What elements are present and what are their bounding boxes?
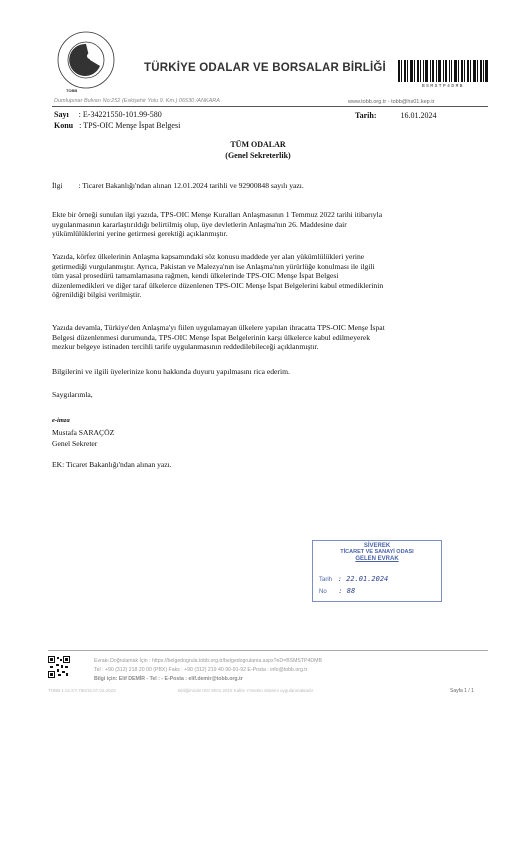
e-signature-mark: e-imza: [52, 417, 70, 424]
signatory-title: Genel Sekreter: [52, 439, 98, 448]
paragraph-4: [52, 367, 488, 377]
footer-contact: Tel : +90 (312) 218 20 00 (PBX) Faks : +90 (312) 219 40 90-91-92 E-Posta : info@tobb.org.tr: [94, 667, 308, 673]
konu-row: [54, 121, 180, 130]
closing-greeting: Saygılarımla,: [52, 390, 93, 399]
stamp-chamber: TİCARET VE SANAYİ ODASI: [340, 549, 414, 555]
barcode: [398, 60, 488, 82]
ilgi-label: İlgi: [52, 181, 63, 190]
ilgi-row: [52, 181, 304, 190]
tarih-row: [355, 111, 437, 120]
stamp-date-value: : 22.01.2024: [337, 575, 389, 583]
paragraph-1: [52, 210, 488, 239]
footer-divider: [48, 650, 488, 651]
paragraph-line: getirmediği vurgulanmıştır. Ayrıca, Pakistan ve Malezya'nın ise Anlaşma'nın yürürlüğe konulması ile ilgili: [52, 261, 375, 271]
ilgi-text: : Ticaret Bakanlığı'ndan alınan 12.01.2024 tarihli ve 92900848 sayılı yazı.: [78, 181, 304, 190]
stamp-no-row: [319, 587, 355, 595]
footer-verify-link[interactable]: Evrakı Doğrulamak İçin : https://belgedogrula.tobb.org.tr/belgedogrulama.aspx?eD=BSMSTP4DMB: [94, 658, 322, 664]
paragraph-line: mezkur belgeye istinaden tercihli tarife uygulanmasının reddedilebileceği açıklanmıştır.: [52, 342, 319, 352]
footer-iso-note: Birliğimizde ISO 9001:2015 Kalite Yönetim Sistemi uygulanmaktadır: [178, 688, 314, 693]
footer-doc-code: TOBB 1.01.KY.790/15.07.02.2023: [48, 688, 116, 693]
paragraph-line: düzenlemedikleri ve diğer taraf ülkelerce düzenlenen TPS-OIC Menşe İspat Belgelerini kabul etmediklerinin: [52, 280, 384, 290]
paragraph-line: uygulanmasının kararlaştırıldığı belirtilmiş olup, üye devletlerin Anlaşma'nın 26. Maddesine dair: [52, 219, 347, 229]
paragraph-line: Belgesi düzenlenmesi durumunda, TPS-OIC Menşe İspat Belgelerinin karşı ülkelerce kabul edilmeyerek: [52, 332, 371, 342]
paragraph-line: Ekte bir örneği sunulan ilgi yazıda, TPS-OIC Menşe Kuralları Anlaşmasının 1 Temmuz 2022 tarihi itibarıyla: [52, 210, 383, 219]
address: Dumlupınar Bulvarı No:252 (Eskişehir Yolu 9. Km.) 06530 /ANKARA: [54, 98, 220, 104]
stamp-no-label: No: [319, 589, 327, 595]
recipient-title: TÜM ODALAR: [230, 140, 286, 149]
paragraph-line: Yazıda, körfez ülkelerinin Anlaşma kapsamındaki söz konusu maddede yer alan yükümlülükleri yerine: [52, 252, 365, 261]
paragraph-line: yükümlülüklerini yerine getirmesi gerektiği açıklanmıştır.: [52, 229, 228, 239]
konu-value: : TPS-OIC Menşe İspat Belgesi: [79, 121, 181, 130]
stamp-city: SİVEREK: [363, 543, 391, 549]
incoming-document-stamp: [312, 540, 442, 602]
sayi-value: : E-34221550-101.99-580: [78, 110, 162, 119]
header-divider: [52, 106, 488, 107]
organization-name: TÜRKİYE ODALAR VE BORSALAR BİRLİĞİ: [144, 62, 386, 74]
tarih-value: 16.01.2024: [400, 111, 437, 120]
attachment-note: EK: Ticaret Bakanlığı'ndan alınan yazı.: [52, 460, 172, 469]
stamp-no-value: : 88: [338, 587, 356, 595]
paragraph-line: öğrenildiği bilgisi verilmiştir.: [52, 290, 142, 300]
footer-info-contact: Bilgi için: Elif DEMİR - Tel : - E-Posta : elif.demir@tobb.org.tr: [94, 676, 243, 682]
page-number: Sayfa 1 / 1: [450, 688, 474, 694]
recipient-subtitle: (Genel Sekreterlik): [225, 151, 291, 160]
sayi-label: Sayı: [54, 110, 69, 119]
paragraph-3: [52, 323, 488, 352]
stamp-incoming: GELEN EVRAK: [355, 556, 399, 562]
tarih-label: Tarih:: [355, 111, 377, 120]
logo-short: TOBB: [66, 88, 78, 93]
paragraph-line: Yazıda devamla, Türkiye'den Anlaşma'yı fiilen uygulamayan ülkelere yapılan ihracatta TPS-OIC Menşe İspat: [52, 323, 385, 332]
sayi-row: [54, 110, 162, 119]
stamp-date-row: [319, 575, 388, 583]
paragraph-line: tüm yasal prosedürü tamamlamasına rağmen, kendi ülkelerinde TPS-OIC Menşe İspat Belgesi: [52, 271, 339, 281]
konu-label: Konu: [54, 121, 74, 130]
tobb-logo: [56, 30, 116, 90]
qr-code: [48, 656, 70, 678]
signatory-name: Mustafa SARAÇÖZ: [52, 428, 115, 437]
paragraph-line: Bilgilerini ve ilgili üyelerinize konu hakkında duyuru yapılmasını rica ederim.: [52, 367, 290, 376]
paragraph-2: [52, 252, 488, 300]
barcode-code: BSMSTP4DMB: [421, 84, 464, 89]
web-contact: www.tobb.org.tr - tobb@hs01.kep.tr: [348, 99, 435, 105]
stamp-date-label: Tarih: [319, 577, 333, 583]
